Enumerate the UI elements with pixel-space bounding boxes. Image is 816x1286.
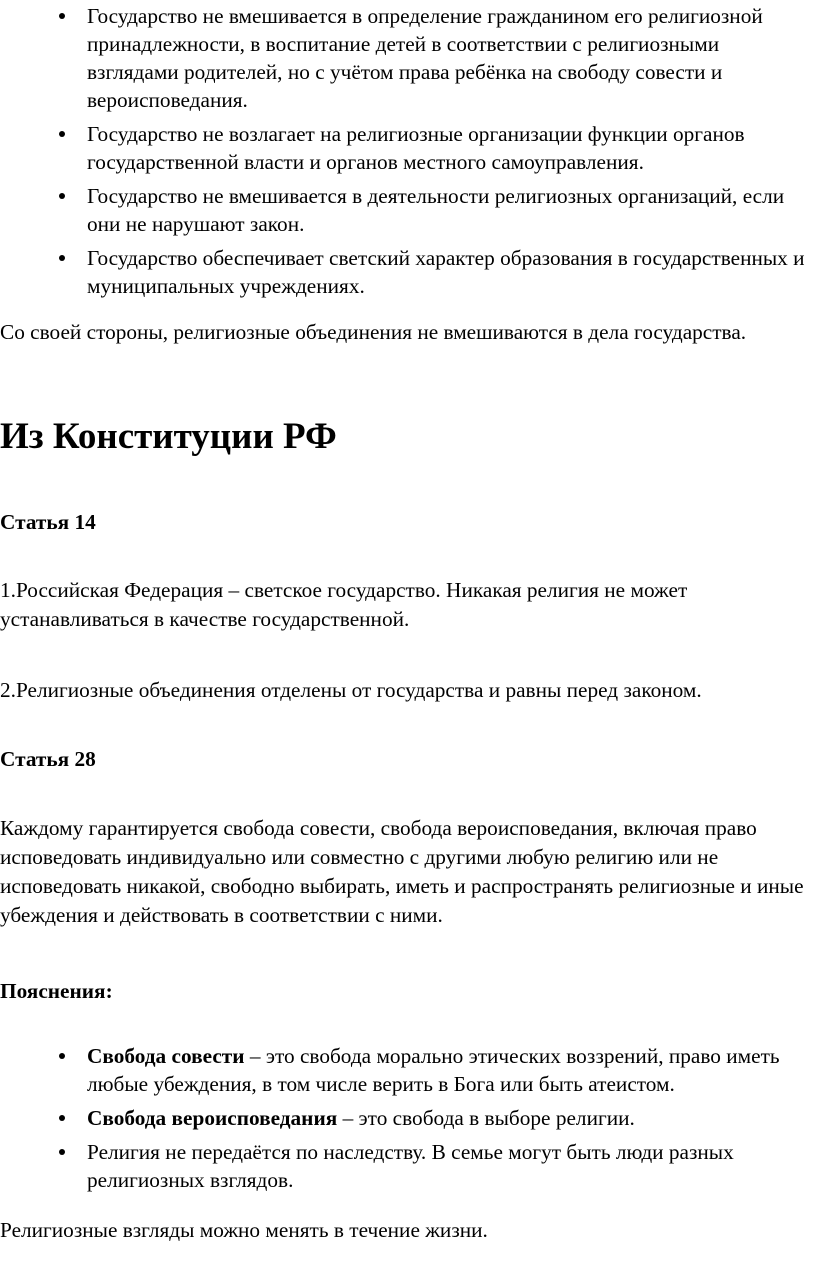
final-paragraph: Религиозные взгляды можно менять в течение жизни. xyxy=(0,1218,488,1242)
state-principles-list xyxy=(0,2,812,306)
article14-paragraph-1: 1.Российская Федерация – светское государство. Никакая религия не может устанавливаться в качестве государственной. xyxy=(0,578,688,631)
article14-paragraph-2: 2.Религиозные объединения отделены от государства и равны перед законом. xyxy=(0,678,702,702)
list-item xyxy=(0,120,812,176)
list-item-text: Государство не вмешивается в деятельности религиозных организаций, если они не нарушают закон. xyxy=(87,184,785,236)
notes-title: Пояснения: xyxy=(0,979,113,1003)
note-term: Свобода совести xyxy=(87,1044,245,1068)
article14-title: Статья 14 xyxy=(0,510,96,534)
note-text: Религия не передаётся по наследству. В семье могут быть люди разных религиозных взглядов. xyxy=(87,1140,734,1192)
bullet-icon xyxy=(59,255,65,261)
bullet-icon xyxy=(59,131,65,137)
side-paragraph: Со своей стороны, религиозные объединения не вмешиваются в дела государства. xyxy=(0,320,747,344)
bullet-icon xyxy=(59,1149,65,1155)
list-item xyxy=(0,182,812,238)
bullet-icon xyxy=(59,193,65,199)
bullet-icon xyxy=(59,1115,65,1121)
list-item xyxy=(0,244,812,300)
list-item xyxy=(0,1138,812,1194)
page-title: Из Конституции РФ xyxy=(0,416,337,457)
article28-title: Статья 28 xyxy=(0,747,96,771)
list-item xyxy=(0,2,812,114)
note-term: Свобода вероисповедания xyxy=(87,1106,338,1130)
article28-paragraph: Каждому гарантируется свобода совести, свобода вероисповедания, включая право исповедовать индивидуально или совместно с другими любую религию или не исповедовать никакой, свободно выбирать, иметь и распространять религиозные и иные убеждения и действовать в соответствии с ними. xyxy=(0,816,804,927)
list-item-text: Государство не вмешивается в определение гражданином его религиозной принадлежности, в воспитание детей в соответствии с религиозными взглядами родителей, но с учётом права ребёнка на свободу совести и вероисповедания. xyxy=(87,4,763,112)
list-item xyxy=(0,1042,812,1098)
note-text: – это свобода морально этических воззрений, право иметь любые убеждения, в том числе верить в Бога или быть атеистом. xyxy=(87,1044,780,1096)
bullet-icon xyxy=(59,13,65,19)
note-text: – это свобода в выборе религии. xyxy=(337,1106,635,1130)
list-item-text: Государство не возлагает на религиозные организации функции органов государственной власти и органов местного самоуправления. xyxy=(87,122,745,174)
bullet-icon xyxy=(59,1053,65,1059)
list-item-text: Государство обеспечивает светский характер образования в государственных и муниципальных учреждениях. xyxy=(87,246,805,298)
notes-list xyxy=(0,1042,812,1200)
list-item xyxy=(0,1104,812,1132)
